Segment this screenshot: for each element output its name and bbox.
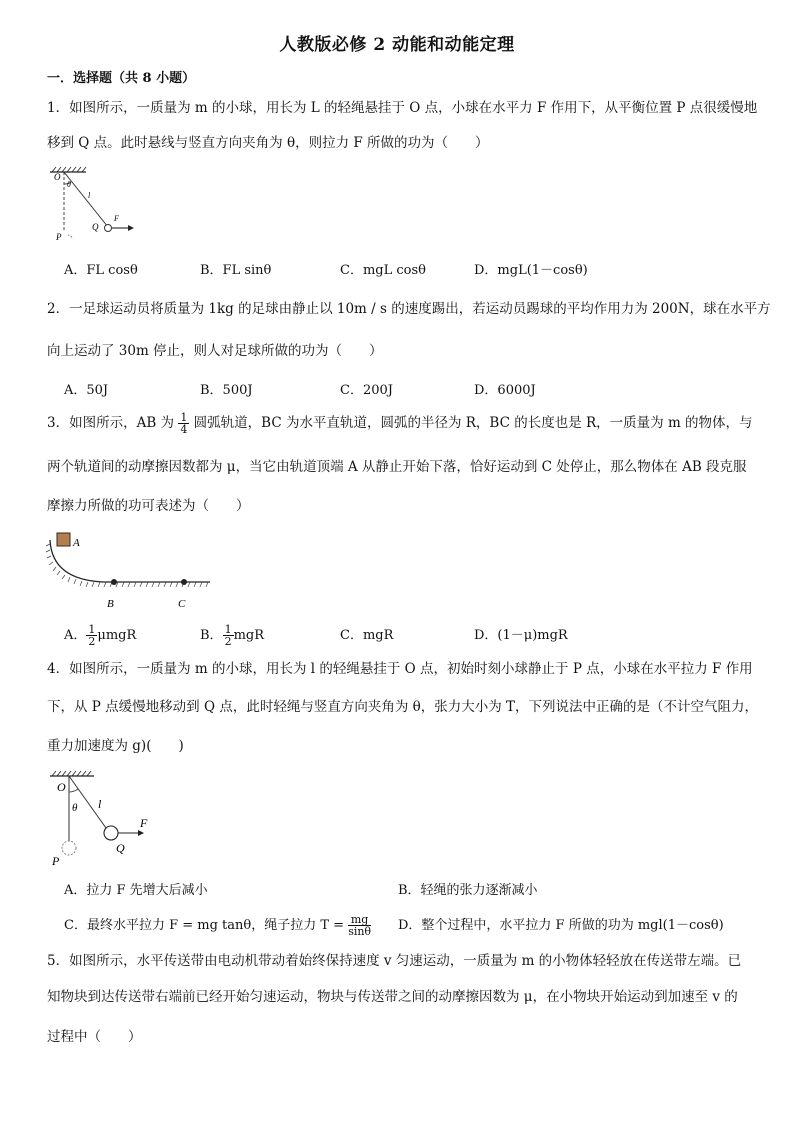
q1-label-p: P [56,232,62,242]
question-3-track-figure [46,532,216,614]
section-heading: 一．选择题（共 8 小题） [47,71,196,86]
q3-line1-end: 圆弧轨道，BC 为水平直轨道，圆弧的半径为 R，BC 的长度也是 R，一质量为 m 的物体，与 [193,415,753,431]
q1-label-theta: θ [67,180,71,189]
q4-label-q: Q [116,841,125,855]
q3-option-a-prefix: A． [64,628,87,643]
q1-label-l: l [88,191,91,200]
q3-frac-den: 4 [180,423,188,436]
q2-option-b[interactable]: B．500J [200,383,253,398]
q3-option-b[interactable] [200,624,264,647]
q1-option-c[interactable]: C．mgL cosθ [340,263,426,278]
q4-option-c-text: C．最终水平拉力 F = mg tanθ，绳子拉力 T = [64,918,345,933]
q1-label-o: O [54,172,61,182]
q4-option-d[interactable]: D．整个过程中，水平拉力 F 所做的功为 mgl(1－cosθ) [398,918,724,933]
q3-option-b-half-num: 1 [224,623,232,636]
q4-label-o: O [57,780,66,794]
q3-option-b-prefix: B． [200,628,223,643]
question-3-text-line-2: 两个轨道间的动摩擦因数都为 μ，当它由轨道顶端 A 从静止开始下落，恰好运动到 C 处停止，那么物体在 AB 段克服 [47,459,747,475]
q4-option-a[interactable]: A．拉力 F 先增大后减小 [64,883,208,898]
q4-option-b[interactable]: B．轻绳的张力逐渐减小 [398,883,538,898]
q3-frac-num: 1 [180,411,188,424]
q1-option-b[interactable]: B．FL sinθ [200,263,272,278]
q3-option-a-half [86,624,97,647]
question-5-text-line-3: 过程中（ ） [47,1029,142,1045]
question-1-pendulum-figure [48,166,138,246]
q3-option-a[interactable] [64,624,136,647]
question-4-pendulum-figure [46,770,166,868]
question-5-text-line-1: 5．如图所示，水平传送带由电动机带动着始终保持速度 v 匀速运动，一质量为 m 的小物体轻轻放在传送带左端。已 [47,953,742,969]
question-2-text-line-2: 向上运动了 30m 停止，则人对足球所做的功为（ ） [47,343,383,359]
q4-label-p: P [52,854,60,868]
q2-option-d[interactable]: D．6000J [474,383,536,398]
q1-label-q: Q [92,222,99,232]
question-4-text-line-1: 4．如图所示，一质量为 m 的小球，用长为 l 的轻绳悬挂于 O 点，初始时刻小球静止于 P 点，小球在水平拉力 F 作用 [47,661,753,677]
q4-option-c-num: mg [348,914,371,926]
q3-label-c: C [178,598,186,610]
q2-option-c[interactable]: C．200J [340,383,393,398]
q4-option-c-fraction [348,914,371,937]
question-1-text-line-2: 移到 Q 点。此时悬线与竖直方向夹角为 θ，则拉力 F 所做的功为（ ） [47,135,489,151]
q3-option-b-text: mgR [233,628,264,643]
question-2-text-line-1: 2．一足球运动员将质量为 1kg 的足球由静止以 10m / s 的速度踢出，若运动员踢球的平均作用力为 200N，球在水平方 [47,301,771,317]
q4-label-theta: θ [72,802,78,814]
q4-label-l: l [98,797,102,811]
q3-line1-start: 3．如图所示，AB 为 [47,415,175,431]
q4-option-c-den: sinθ [348,925,372,938]
q4-label-f: F [140,816,148,830]
q4-option-c[interactable] [64,914,371,937]
page-title: 人教版必修 2 动能和动能定理 [279,35,515,55]
q3-option-a-text: μmgR [97,628,137,643]
q3-option-b-half-den: 2 [224,635,232,648]
q3-quarter-fraction [178,412,189,435]
q3-option-b-half [223,624,234,647]
q3-label-a: A [73,537,80,549]
question-1-text-line-1: 1．如图所示，一质量为 m 的小球，用长为 L 的轻绳悬挂于 O 点，小球在水平力 F 作用下，从平衡位置 P 点很缓慢地 [47,100,758,116]
q3-option-d[interactable]: D．(1－μ)mgR [474,628,568,643]
q3-option-c[interactable]: C．mgR [340,628,394,643]
q3-option-a-half-den: 2 [88,635,96,648]
question-4-text-line-2: 下，从 P 点缓慢地移动到 Q 点，此时轻绳与竖直方向夹角为 θ，张力大小为 T，下列说法中正确的是（不计空气阻力， [47,699,759,715]
q3-label-b: B [107,598,114,610]
q3-option-a-half-num: 1 [88,623,96,636]
question-5-text-line-2: 知物块到达传送带右端前已经开始匀速运动，物块与传送带之间的动摩擦因数为 μ，在小物块开始运动到加速至 v 的 [47,989,738,1005]
question-3-text-line-1 [47,412,753,435]
q2-option-a[interactable]: A．50J [64,383,109,398]
q1-option-a[interactable]: A．FL cosθ [64,263,138,278]
q1-label-f: F [114,214,119,223]
question-3-text-line-3: 摩擦力所做的功可表述为（ ） [47,498,250,514]
question-4-text-line-3: 重力加速度为 g)( ) [47,738,184,754]
q1-option-d[interactable]: D．mgL(1－cosθ) [474,263,588,278]
